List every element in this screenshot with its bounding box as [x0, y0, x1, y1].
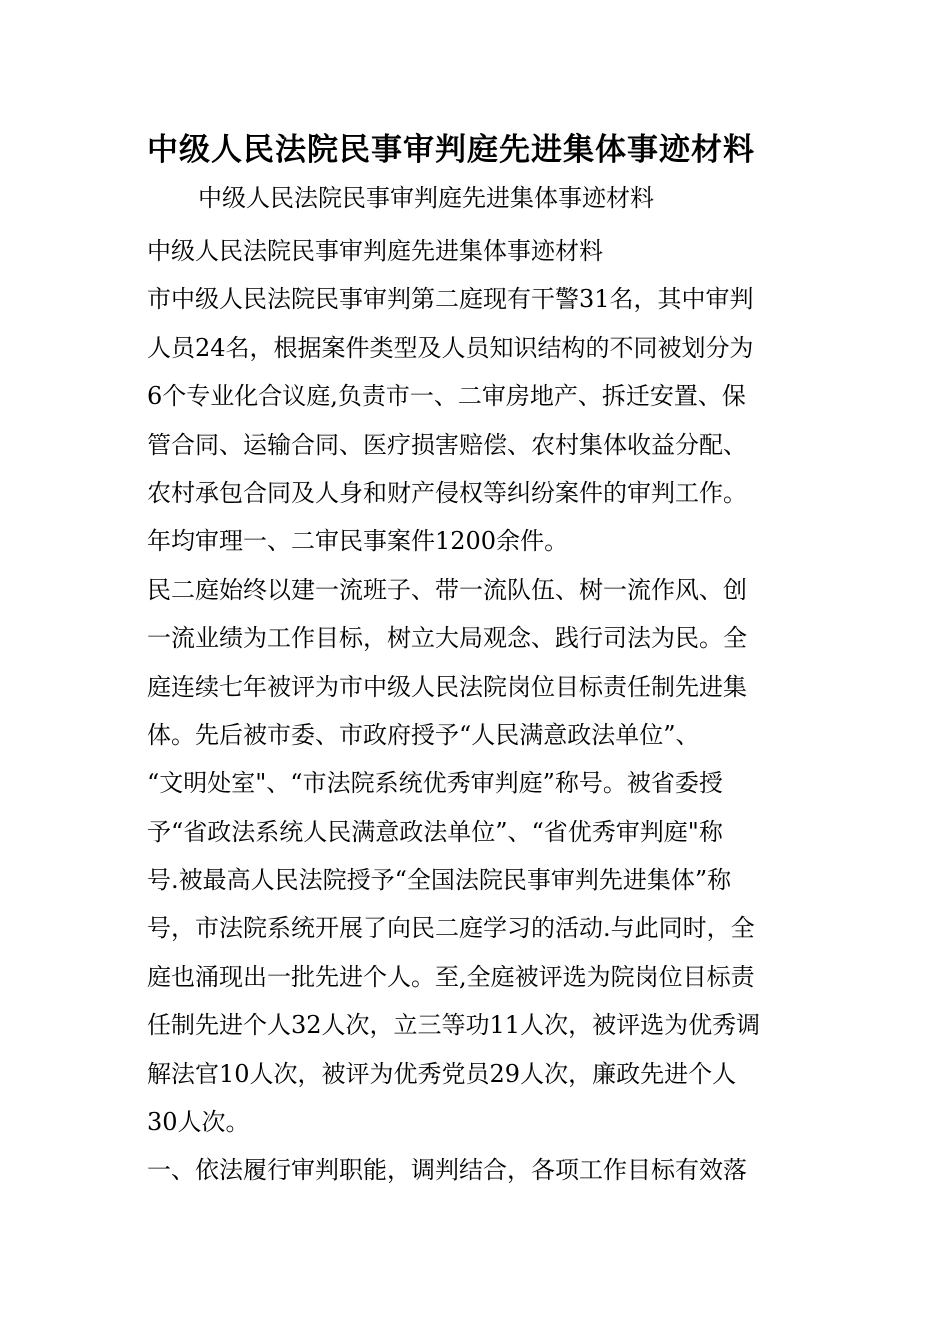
text-line: 6个专业化合议庭,负责市一、二审房地产、拆迁安置、保: [147, 382, 746, 411]
text-line: 任制先进个人32人次，立三等功11人次，被评选为优秀调: [147, 1011, 761, 1040]
text-line: 市中级人民法院民事审判第二庭现有干警31名，其中审判: [147, 285, 754, 314]
text-line: 管合同、运输合同、医疗损害赔偿、农村集体收益分配、: [147, 430, 747, 459]
document-subtitle: 中级人民法院民事审判庭先进集体事迹材料: [198, 184, 654, 212]
text-line: “文明处室"、“市法院系统优秀审判庭”称号。被省委授: [147, 769, 723, 798]
text-line: 一、依法履行审判职能，调判结合，各项工作目标有效落: [147, 1156, 747, 1185]
text-line: 庭也涌现出一批先进个人。至,全庭被评选为院岗位目标责: [147, 962, 755, 991]
text-line: 人员24名，根据案件类型及人员知识结构的不同被划分为: [147, 333, 754, 362]
text-line: 号.被最高人民法院授予“全国法院民事审判先进集体”称: [147, 866, 732, 895]
text-line: 予“省政法系统人民满意政法单位”、“省优秀审判庭"称: [147, 817, 723, 846]
text-line: 30人次。: [147, 1108, 250, 1137]
text-line: 民二庭始终以建一流班子、带一流队伍、树一流作风、创: [147, 575, 747, 604]
document-title: 中级人民法院民事审判庭先进集体事迹材料: [147, 132, 755, 168]
document-body: [147, 227, 847, 1195]
text-line: 一流业绩为工作目标，树立大局观念、践行司法为民。全: [147, 624, 747, 653]
text-line: 农村承包合同及人身和财产侵权等纠纷案件的审判工作。: [147, 478, 747, 507]
text-line: 体。先后被市委、市政府授予“人民满意政法单位”、: [147, 720, 700, 749]
text-line: 号，市法院系统开展了向民二庭学习的活动.与此同时，全: [147, 914, 755, 943]
text-line: 解法官10人次，被评为优秀党员29人次，廉政先进个人: [147, 1059, 737, 1088]
text-line: 年均审理一、二审民事案件1200余件。: [147, 527, 569, 556]
text-line: 庭连续七年被评为市中级人民法院岗位目标责任制先进集: [147, 672, 747, 701]
text-line: 中级人民法院民事审判庭先进集体事迹材料: [147, 237, 603, 265]
